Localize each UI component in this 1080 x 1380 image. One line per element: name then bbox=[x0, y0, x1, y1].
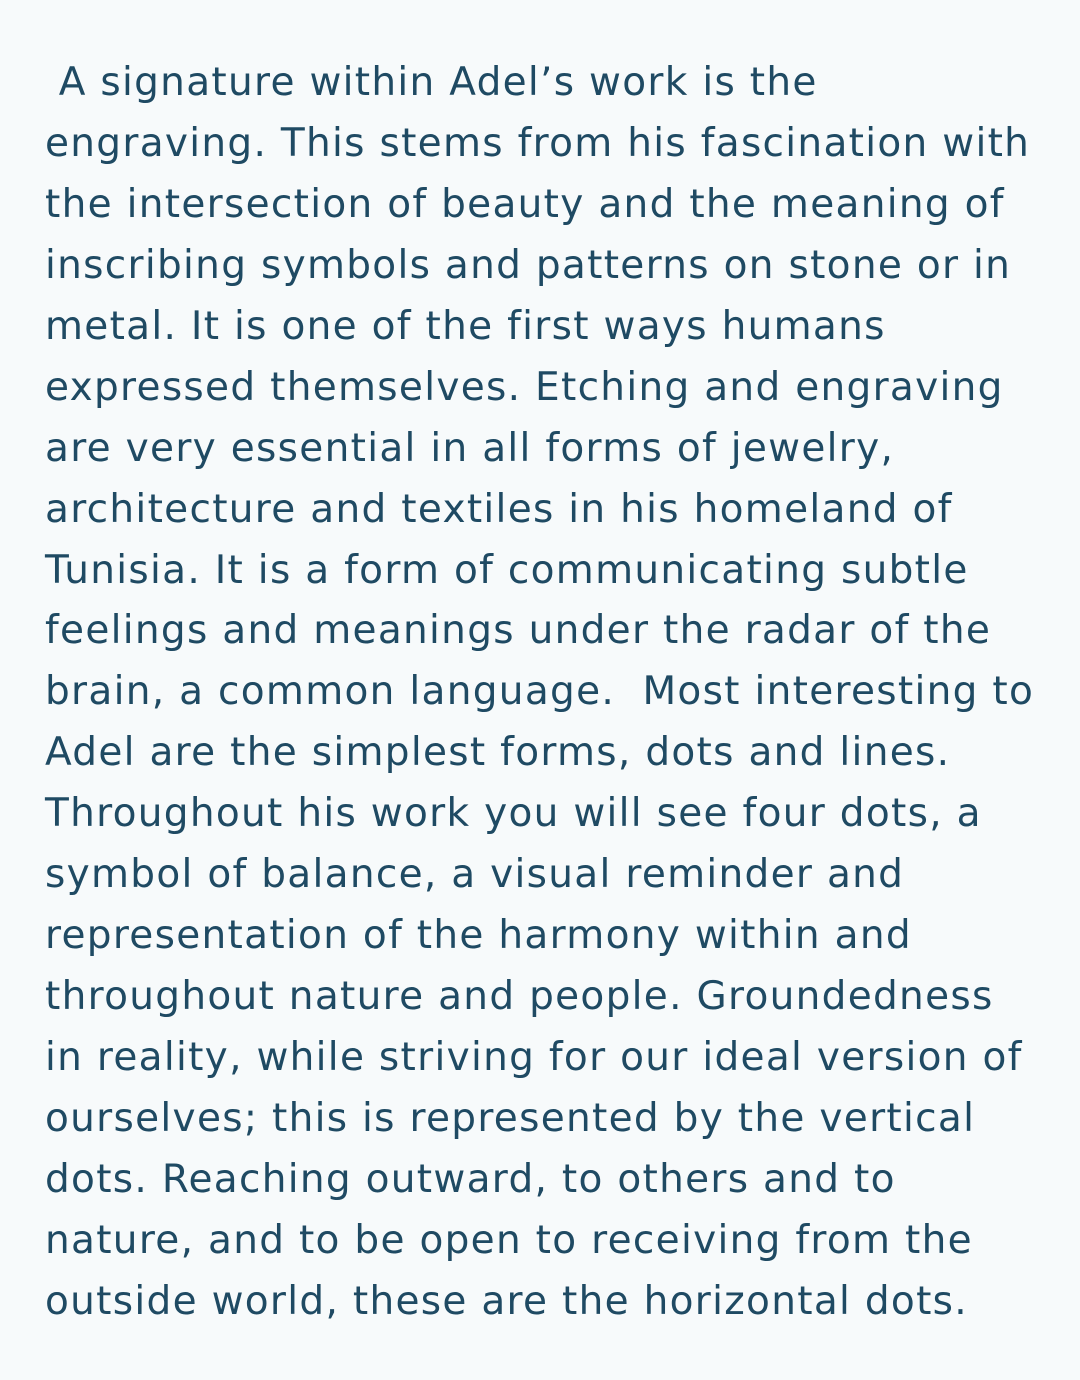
paragraph-line: brain, a common language. Most interesting to bbox=[45, 669, 1035, 715]
paragraph-line: in reality, while striving for our ideal version of bbox=[45, 1035, 1023, 1080]
paragraph-line: Adel are the simplest forms, dots and lines. bbox=[45, 730, 951, 776]
paragraph-line: inscribing symbols and patterns on stone or in bbox=[45, 242, 1012, 288]
paragraph-line: representation of the harmony within and bbox=[45, 913, 912, 959]
paragraph-line: engraving. This stems from his fascination with bbox=[45, 120, 1031, 166]
paragraph-line: symbol of balance, a visual reminder and bbox=[45, 852, 905, 898]
paragraph-line: metal. It is one of the first ways humans bbox=[45, 303, 886, 349]
paragraph-line: dots. Reaching outward, to others and to bbox=[45, 1156, 896, 1202]
body-paragraph bbox=[45, 53, 1050, 1333]
paragraph-line: throughout nature and people. Groundedness bbox=[45, 974, 994, 1020]
paragraph-line: the intersection of beauty and the meaning of bbox=[45, 181, 1005, 227]
paragraph-line: Tunisia. It is a form of communicating subtle bbox=[45, 547, 969, 593]
paragraph-line: A signature within Adel’s work is the bbox=[45, 60, 818, 105]
paragraph-line: expressed themselves. Etching and engraving bbox=[45, 364, 1004, 410]
paragraph-line: are very essential in all forms of jewelry, bbox=[45, 425, 895, 471]
paragraph-line: ourselves; this is represented by the vertical bbox=[45, 1095, 976, 1141]
paragraph-line: nature, and to be open to receiving from the bbox=[45, 1217, 973, 1263]
paragraph-line: outside world, these are the horizontal dots. bbox=[45, 1278, 968, 1324]
paragraph-line: Throughout his work you will see four dots, a bbox=[45, 791, 982, 837]
paragraph-line: architecture and textiles in his homeland of bbox=[45, 486, 953, 532]
paragraph-line: feelings and meanings under the radar of the bbox=[45, 608, 992, 654]
